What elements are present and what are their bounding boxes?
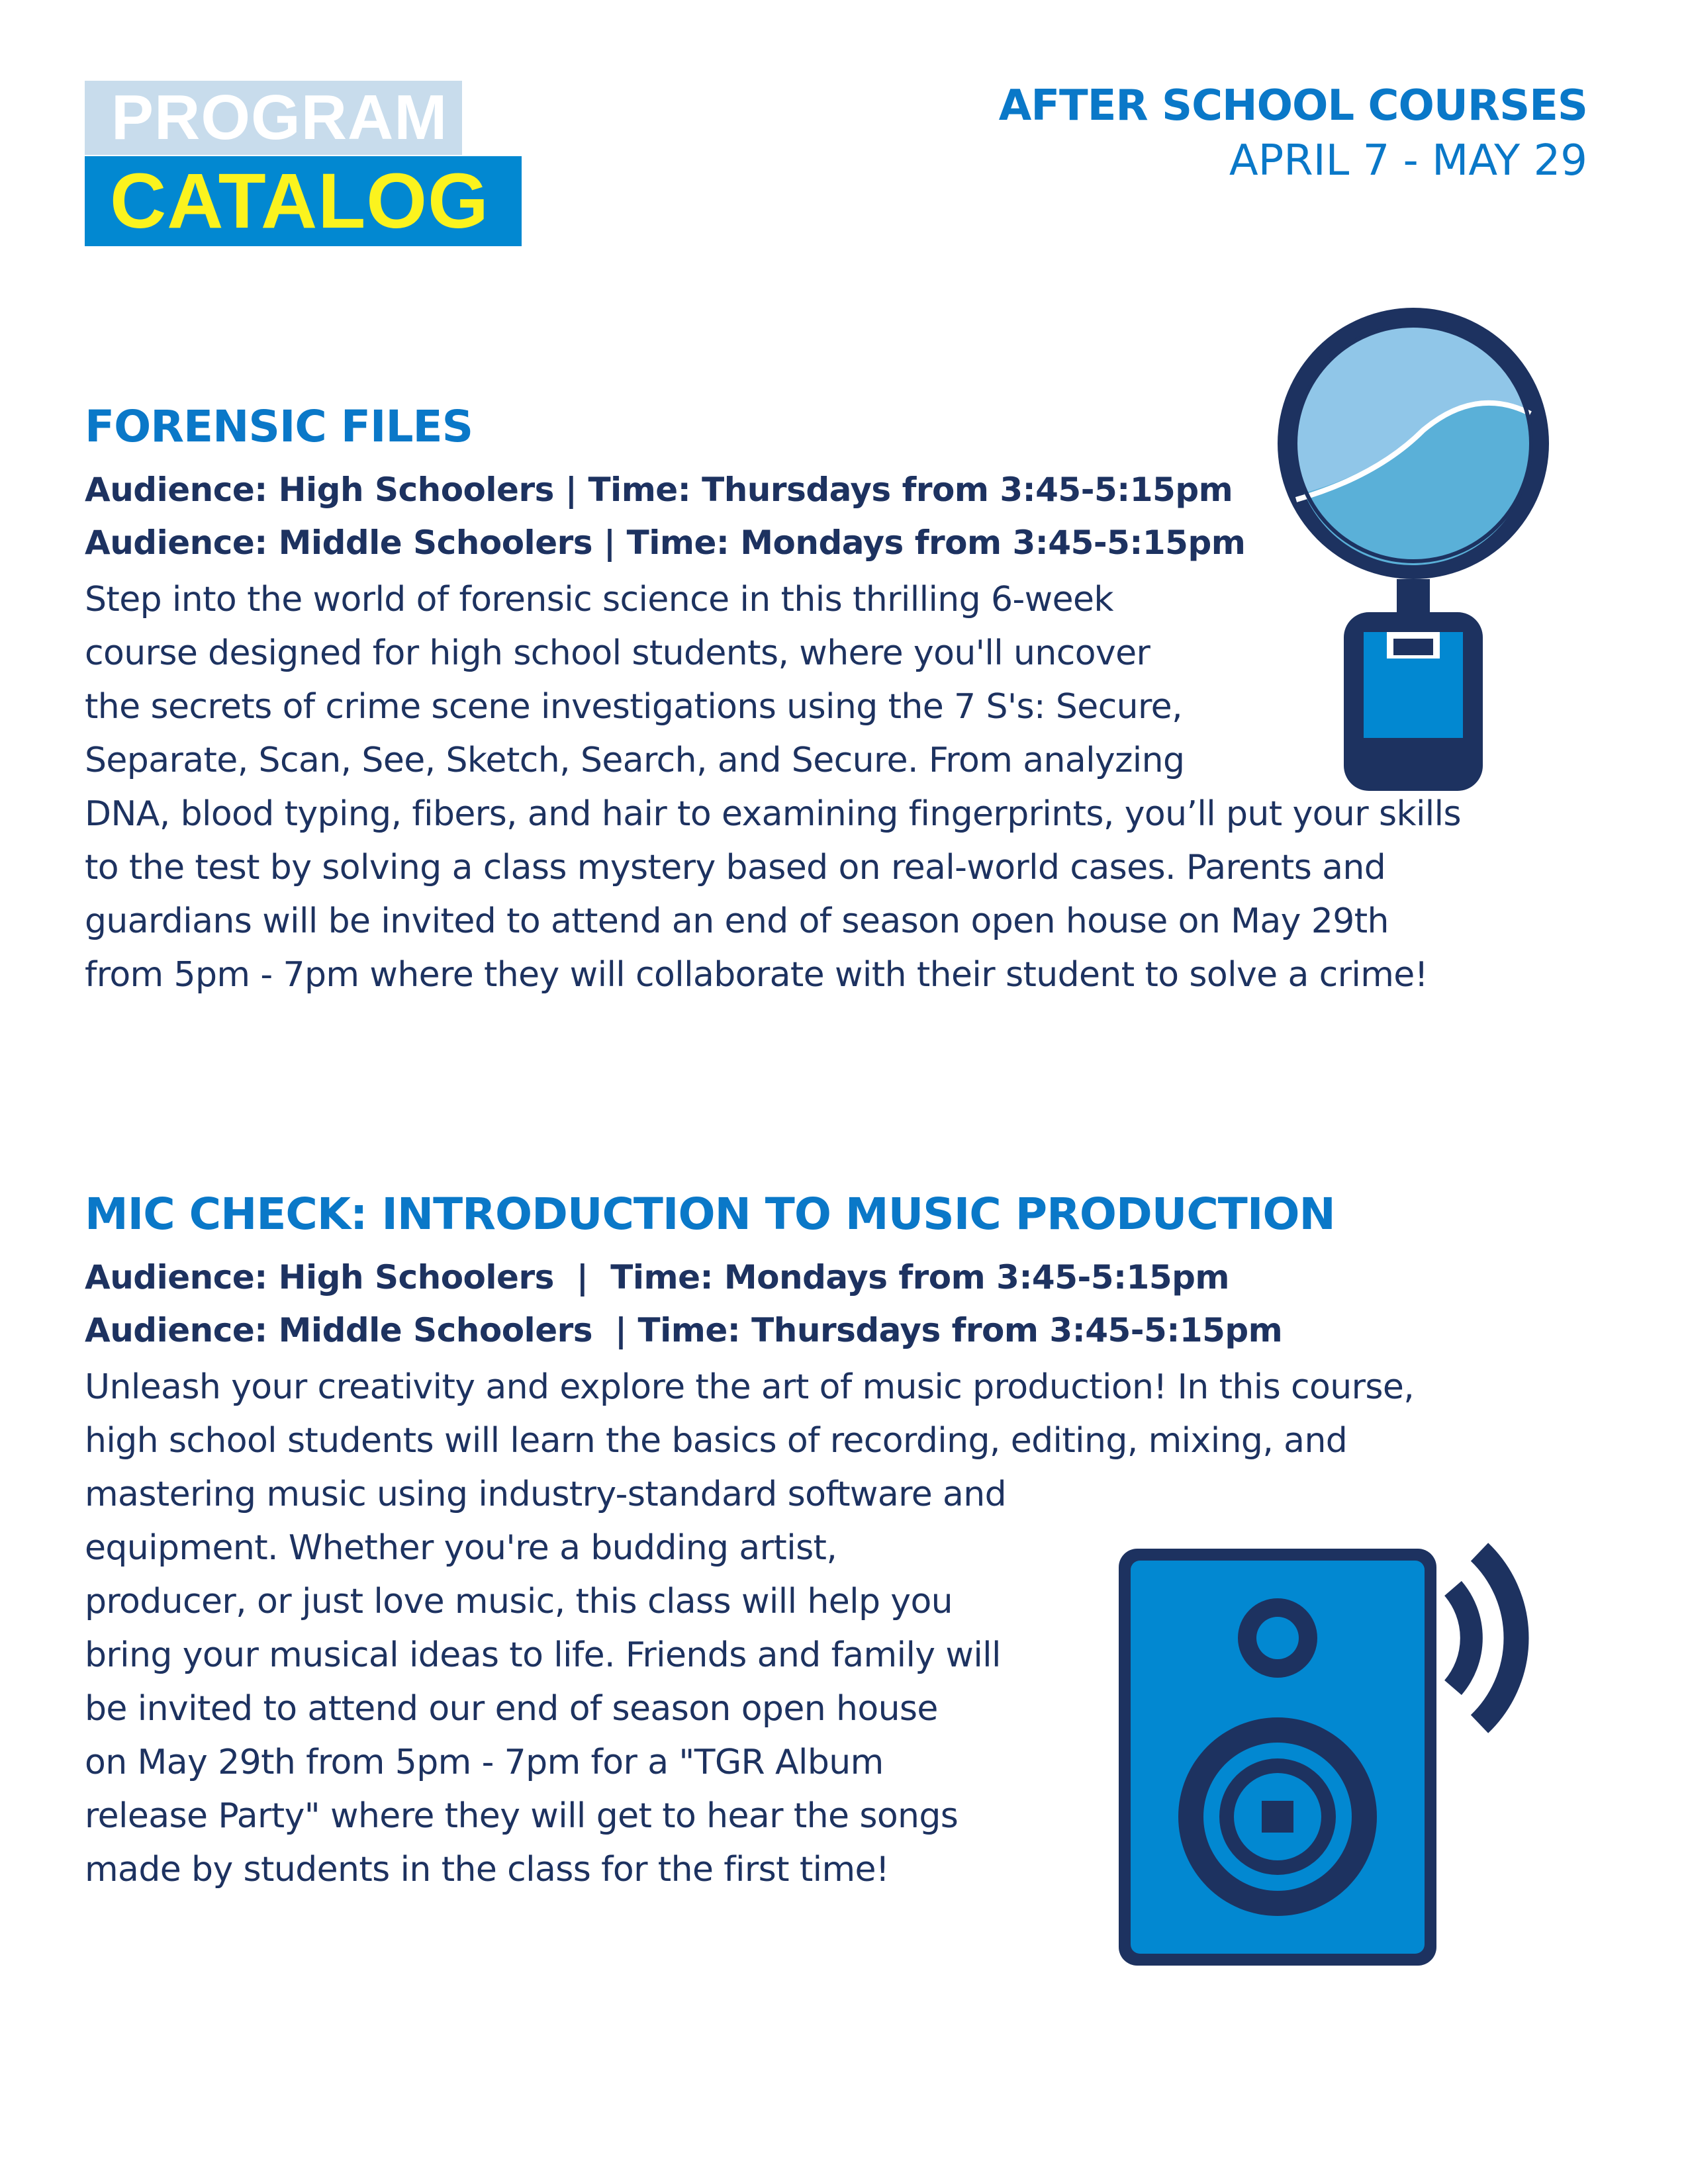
- speaker-icon: [1112, 1509, 1575, 1972]
- audience-line: Audience: High Schoolers | Time: Mondays from 3:45-5:15pm: [85, 1258, 1230, 1297]
- audience-line: Audience: Middle Schoolers | Time: Mondays from 3:45-5:15pm: [85, 523, 1246, 562]
- magnifying-glass-icon: [1258, 301, 1569, 791]
- audience-line: Audience: Middle Schoolers | Time: Thursdays from 3:45-5:15pm: [85, 1311, 1283, 1349]
- description-line: producer, or just love music, this class will help you: [85, 1582, 953, 1621]
- description-line: equipment. Whether you're a budding artist,: [85, 1528, 837, 1568]
- catalog-badge: CATALOG: [85, 156, 522, 246]
- description-line: Separate, Scan, See, Sketch, Search, and Secure. From analyzing: [85, 741, 1185, 780]
- audience-schedule: [85, 1251, 1607, 1357]
- description-line: course designed for high school students, where you'll uncover: [85, 633, 1150, 673]
- header-info: [999, 79, 1587, 189]
- program-badge: PROGRAM: [85, 81, 462, 155]
- description-line: DNA, blood typing, fibers, and hair to examining fingerprints, you’ll put your skills: [85, 794, 1461, 834]
- description-line: made by students in the class for the first time!: [85, 1850, 890, 1889]
- description-line: on May 29th from 5pm - 7pm for a "TGR Album: [85, 1743, 884, 1782]
- header-title: AFTER SCHOOL COURSES: [998, 81, 1587, 130]
- description-line: to the test by solving a class mystery based on real-world cases. Parents and: [85, 848, 1386, 887]
- description-line: the secrets of crime scene investigations using the 7 S's: Secure,: [85, 687, 1182, 727]
- description-line: bring your musical ideas to life. Friends and family will: [85, 1635, 1001, 1675]
- description-line: be invited to attend our end of season open house: [85, 1689, 938, 1729]
- section-title: MIC CHECK: INTRODUCTION TO MUSIC PRODUCTION: [85, 1189, 1335, 1240]
- description-line: mastering music using industry-standard software and: [85, 1475, 1007, 1514]
- audience-line: Audience: High Schoolers | Time: Thursdays from 3:45-5:15pm: [85, 471, 1233, 509]
- description-line: high school students will learn the basics of recording, editing, mixing, and: [85, 1421, 1348, 1461]
- description-line: guardians will be invited to attend an end of season open house on May 29th: [85, 901, 1389, 941]
- description-line: release Party" where they will get to hear the songs: [85, 1796, 959, 1836]
- description-line: Unleash your creativity and explore the art of music production! In this course,: [85, 1367, 1415, 1407]
- description-line: from 5pm - 7pm where they will collaborate with their student to solve a crime!: [85, 955, 1428, 995]
- description-line: Step into the world of forensic science in this thrilling 6-week: [85, 580, 1113, 619]
- section-title: FORENSIC FILES: [85, 401, 473, 452]
- header-dates: APRIL 7 - MAY 29: [1229, 136, 1587, 185]
